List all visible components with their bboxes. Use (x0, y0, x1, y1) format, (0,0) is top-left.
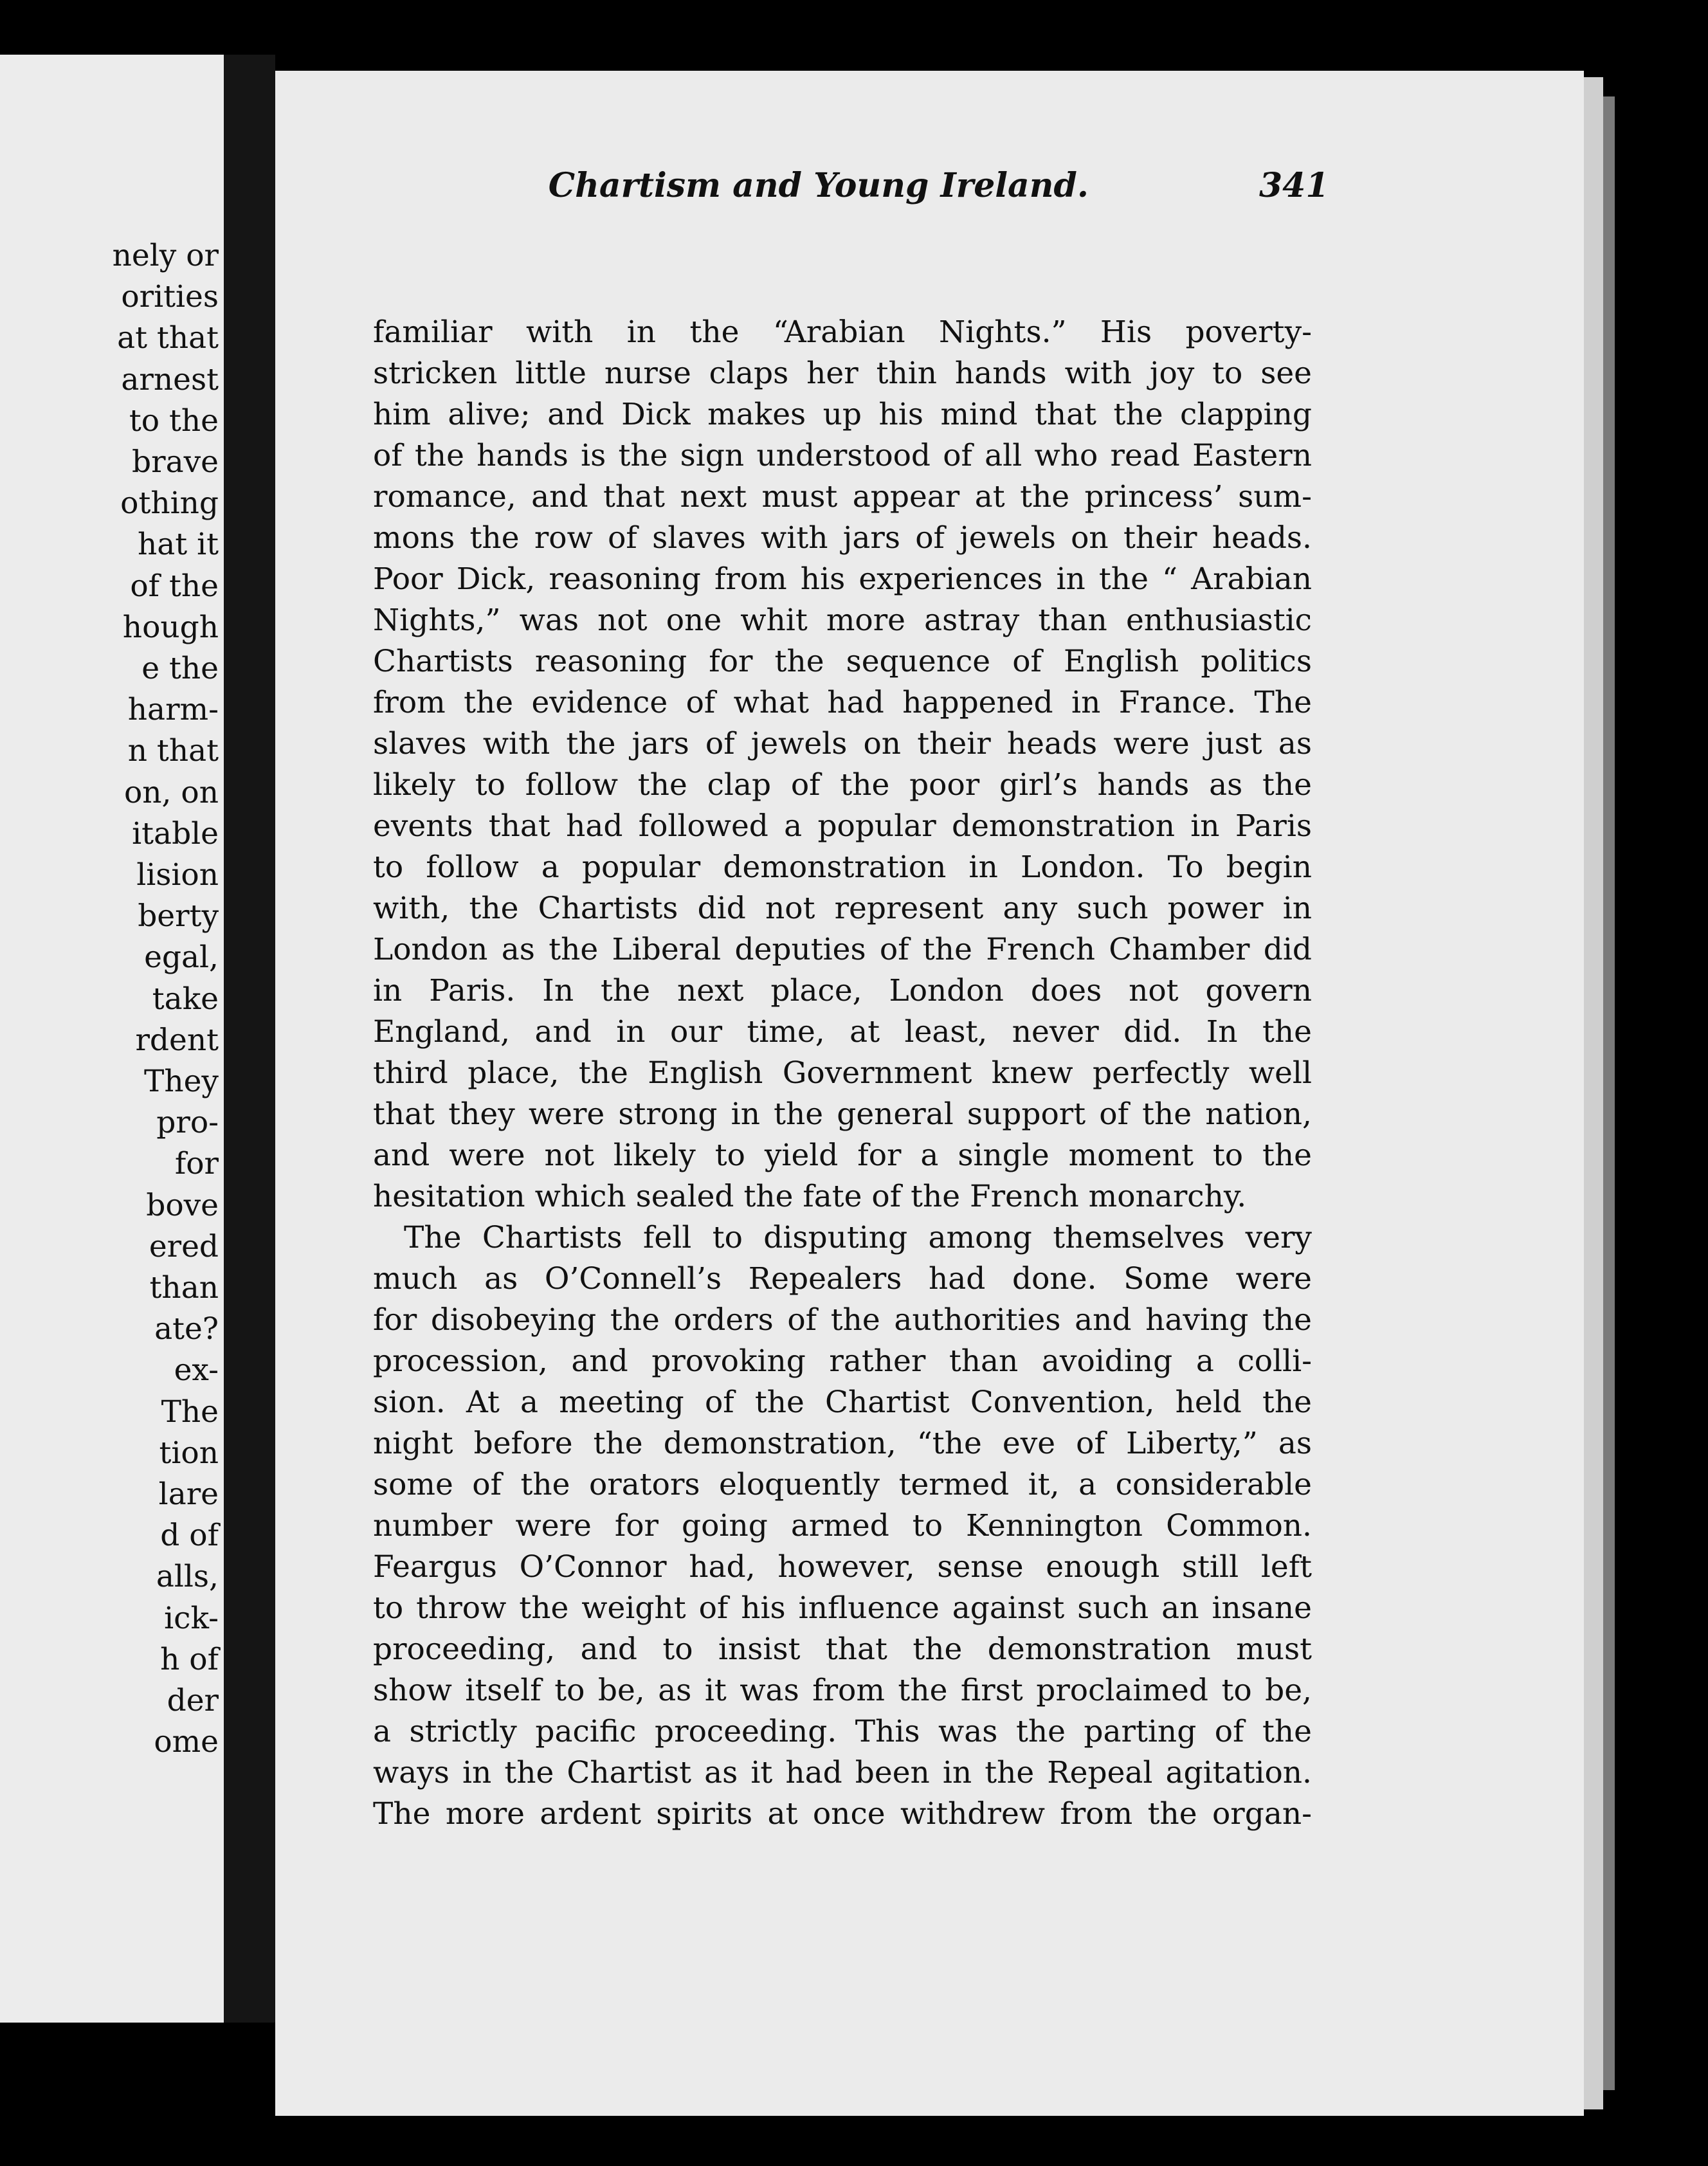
text-line: of the hands is the sign understood of all who read Eastern (373, 438, 1312, 473)
text-line: him alive; and Dick makes up his mind that the clapping (373, 397, 1312, 432)
left-page-line: tion (159, 1435, 219, 1471)
text-line: mons the row of slaves with jars of jewels on their heads. (373, 520, 1312, 556)
text-line: stricken little nurse claps her thin hands with joy to see (373, 356, 1312, 391)
left-page (0, 55, 224, 2023)
text-line: that they were strong in the general support of the nation, (373, 1097, 1312, 1132)
text-line: England, and in our time, at least, never did. In the (373, 1014, 1312, 1050)
left-page-line: hough (122, 609, 219, 645)
text-line: with, the Chartists did not represent any such power in (373, 891, 1312, 926)
text-line: and were not likely to yield for a single moment to the (373, 1138, 1312, 1173)
left-page-line: arnest (121, 361, 219, 397)
text-line: hesitation which sealed the fate of the French monarchy. (373, 1179, 1247, 1214)
left-page-line: egal, (144, 940, 219, 976)
left-page-line: for (174, 1146, 219, 1182)
text-line: from the evidence of what had happened in France. The (373, 685, 1312, 720)
text-line: events that had followed a popular demonstration in Paris (373, 808, 1312, 844)
left-page-line: to the (129, 403, 219, 439)
book-gutter (224, 55, 275, 2023)
left-page-line: ate? (154, 1311, 219, 1347)
text-line: third place, the English Government knew perfectly well (373, 1055, 1312, 1091)
text-line: slaves with the jars of jewels on their heads were just as (373, 726, 1312, 761)
page-edge-shadow (1603, 96, 1615, 2090)
left-page-line: rdent (135, 1022, 219, 1058)
text-line: London as the Liberal deputies of the French Chamber did (373, 932, 1312, 967)
left-page-line: lare (158, 1477, 219, 1512)
left-page-line: pro- (156, 1105, 219, 1141)
left-page-line: bove (146, 1187, 219, 1223)
text-line: The Chartists fell to disputing among themselves very (404, 1220, 1312, 1255)
left-page-line: nely or (112, 238, 219, 273)
left-page-line: e the (141, 651, 219, 686)
text-line: likely to follow the clap of the poor girl’s hands as the (373, 767, 1312, 803)
text-line: some of the orators eloquently termed it, a considerable (373, 1467, 1312, 1502)
text-line: in Paris. In the next place, London does not govern (373, 973, 1312, 1008)
text-line: Chartists reasoning for the sequence of English politics (373, 644, 1312, 679)
left-page-line: d of (160, 1518, 219, 1554)
text-line: familiar with in the “Arabian Nights.” His poverty- (373, 314, 1312, 350)
text-line: romance, and that next must appear at the princess’ sum- (373, 479, 1312, 514)
body-text (373, 312, 1312, 1835)
left-page-line: der (167, 1683, 219, 1718)
text-line: sion. At a meeting of the Chartist Convention, held the (373, 1385, 1312, 1420)
text-line: The more ardent spirits at once withdrew from the organ- (373, 1796, 1312, 1832)
page-edge (1584, 77, 1603, 2109)
left-page-line: n that (127, 733, 219, 769)
text-line: for disobeying the orders of the authorities and having the (373, 1302, 1312, 1338)
text-line: proceeding, and to insist that the demonstration must (373, 1632, 1312, 1667)
left-page-line: hat it (137, 527, 219, 563)
text-line: show itself to be, as it was from the first proclaimed to be, (373, 1673, 1312, 1708)
text-line: to throw the weight of his influence against such an insane (373, 1590, 1312, 1626)
page-number: 341 (1259, 166, 1329, 205)
left-page-line: on, on (123, 774, 219, 810)
left-page-line: ex- (174, 1352, 219, 1388)
left-page-line: ick- (164, 1600, 219, 1636)
left-page-line: of the (130, 568, 219, 604)
text-line: to follow a popular demonstration in London. To begin (373, 850, 1312, 885)
left-page-line: brave (132, 444, 219, 480)
left-page-line: than (149, 1270, 219, 1306)
text-line: number were for going armed to Kennington Common. (373, 1508, 1312, 1543)
running-head: Chartism and Young Ireland. (548, 166, 1089, 205)
left-page-line: at that (117, 320, 219, 356)
text-line: night before the demonstration, “the eve of Liberty,” as (373, 1426, 1312, 1461)
text-line: ways in the Chartist as it had been in the Repeal agitation. (373, 1755, 1312, 1790)
text-line: much as O’Connell’s Repealers had done. Some were (373, 1261, 1312, 1297)
text-line: Feargus O’Connor had, however, sense enough still left (373, 1549, 1312, 1585)
left-page-line: take (152, 981, 219, 1017)
left-page-line: lision (136, 857, 219, 893)
left-page-line: othing (120, 486, 219, 522)
text-line: Nights,” was not one whit more astray than enthusiastic (373, 603, 1312, 638)
left-page-line: itable (132, 815, 219, 851)
left-page-line: The (161, 1394, 219, 1430)
text-line: procession, and provoking rather than avoiding a colli- (373, 1343, 1312, 1379)
left-page-line: h of (160, 1641, 219, 1677)
left-page-line: They (144, 1064, 219, 1099)
left-page-line: berty (138, 898, 219, 934)
left-page-line: ered (149, 1228, 219, 1264)
text-line: Poor Dick, reasoning from his experiences in the “ Arabian (373, 561, 1312, 597)
left-page-line: harm- (127, 692, 219, 728)
left-page-line: orities (121, 279, 219, 315)
text-line: a strictly pacific proceeding. This was the parting of the (373, 1714, 1312, 1749)
left-page-line: ome (154, 1724, 219, 1760)
left-page-line: alls, (156, 1559, 219, 1595)
